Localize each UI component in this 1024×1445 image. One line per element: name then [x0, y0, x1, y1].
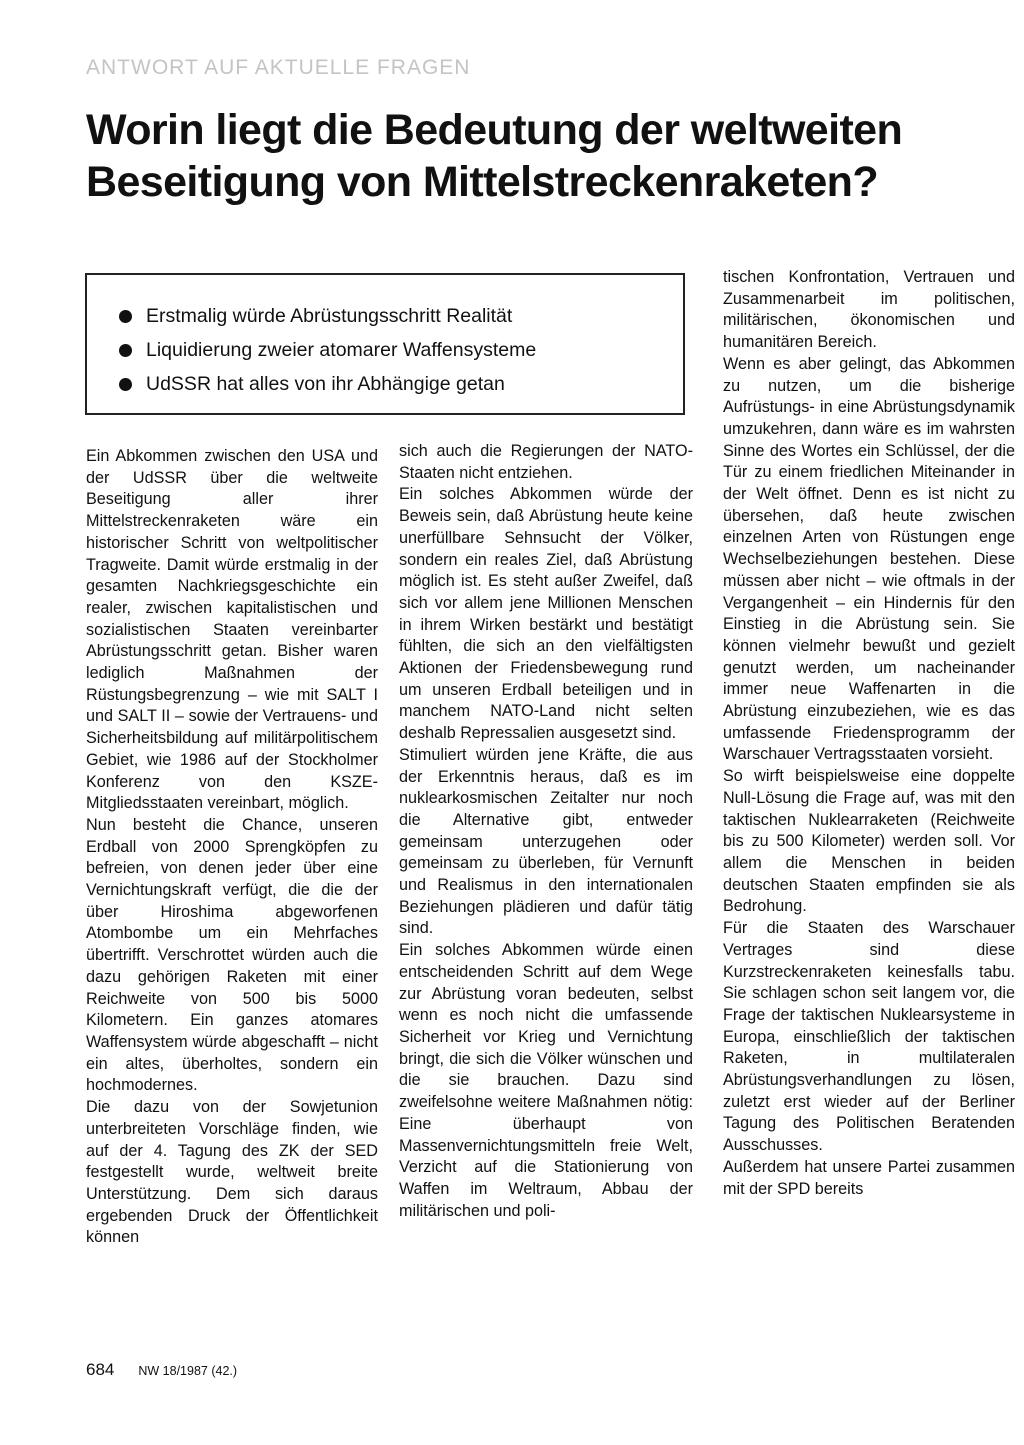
paragraph: Wenn es aber gelingt, das Abkommen zu nutzen, um die bisherige Aufrüstungs- in eine Abrüstungsdynamik umzukehren, dann wäre es im wahrsten Sinne des Wortes ein Schlüssel, der die Tür zu einem friedlichen Miteinander in der Welt öffnet. Denn es ist nicht zu übersehen, daß heute zwischen einzelnen Arten von Rüstungen enge Wechselbeziehungen bestehen. Diese müssen aber nicht – wie oftmals in der Vergangenheit – ein Hindernis für den Einstieg in die Abrüstung sein. Sie können vielmehr bewußt und gezielt genutzt werden, um nacheinander immer neue Waffenarten in die Abrüstung einzubeziehen, wie es das umfassende Friedensprogramm der Warschauer Vertragsstaaten vorsieht.: [723, 354, 1015, 764]
paragraph: Nun besteht die Chance, unseren Erdball von 2000 Sprengköpfen zu befreien, von denen jeder über eine Vernichtungskraft verfügt, die die der über Hiroshima abgeworfenen Atombombe um ein Mehrfaches übertrifft. Verschrottet würden auch die dazu gehörigen Raketen mit einer Reichweite von 500 bis 5000 Kilometern. Ein ganzes atomares Waffensystem würde abgeschafft – nicht ein altes, überholtes, sondern ein hochmodernes.: [86, 815, 378, 1095]
bullet-icon: [119, 344, 132, 357]
headline-line-1: Worin liegt die Bedeutung der weltweiten: [86, 106, 903, 154]
paragraph: Ein Abkommen zwischen den USA und der UdSSR über die weltweite Beseitigung aller ihrer Mittelstreckenraketen wäre ein historischer Schritt von weltpolitischer Tragweite. Damit würde erstmalig in der gesamten Nachkriegsgeschichte ein realer, zwischen kapitalistischen und sozialistischen Staaten vereinbarter Abrüstungsschritt getan. Bisher waren lediglich Maßnahmen der Rüstungsbegrenzung – wie mit SALT I und SALT II – sowie der Vertrauens- und Sicherheitsbildung auf militärpolitischem Gebiet, wie 1986 auf der Stockholmer Konferenz von den KSZE-Mitgliedsstaaten vereinbart, möglich.: [86, 447, 378, 813]
summary-item-text: UdSSR hat alles von ihr Abhängige getan: [146, 373, 505, 395]
summary-item: [119, 367, 536, 401]
text-column-1: [86, 446, 378, 1249]
text-column-2: [399, 441, 693, 1222]
paragraph: So wirft beispielsweise eine doppelte Null-Lösung die Frage auf, was mit den taktischen Nuklearraketen (Reichweite bis zu 500 Kilometer) werden soll. Vor allem die Menschen in beiden deutschen Staaten empfinden sie als Bedrohung.: [723, 767, 1015, 916]
paragraph: Die dazu von der Sowjetunion unterbreiteten Vorschläge finden, wie auf der 4. Tagung des ZK der SED festgestellt wurde, weltweit breite Unterstützung. Dem sich daraus ergebenden Druck der Öffentlichkeit können: [86, 1098, 378, 1247]
article-headline: [86, 104, 966, 208]
paragraph: sich auch die Regierungen der NATO-Staaten nicht entziehen.: [399, 442, 693, 482]
paragraph: Ein solches Abkommen würde der Beweis sein, daß Abrüstung heute keine unerfüllbare Sehnsucht der Völker, sondern ein reales Ziel, daß Abrüstung möglich ist. Es steht außer Zweifel, daß sich vor allem jene Millionen Menschen in ihrem Wirken bestärkt und bestätigt fühlten, die sich an den vielfältigsten Aktionen der Friedensbewegung rund um unseren Erdball beteiligen und in manchem NATO-Land nicht selten deshalb Repressalien ausgesetzt sind.: [399, 485, 693, 743]
paragraph: Außerdem hat unsere Partei zusammen mit der SPD bereits: [723, 1157, 1015, 1198]
headline-line-2: Beseitigung von Mittelstreckenraketen?: [86, 158, 879, 206]
page-footer: [86, 1360, 237, 1380]
bullet-icon: [119, 378, 132, 391]
paragraph: Für die Staaten des Warschauer Vertrages sind diese Kurzstreckenraketen keinesfalls tabu. Sie schlagen schon seit langem vor, die Frage der taktischen Nuklearsysteme in Europa, einschließlich der taktischen Raketen, in multilateralen Abrüstungsverhandlungen zu lösen, zuletzt erst wieder auf der Berliner Tagung des Politischen Beratenden Ausschusses.: [723, 919, 1015, 1155]
summary-item: [119, 299, 536, 333]
summary-box: [85, 273, 685, 415]
page-number: 684: [86, 1360, 115, 1379]
summary-item-text: Liquidierung zweier atomarer Waffensysteme: [146, 339, 537, 361]
issue-reference: NW 18/1987 (42.): [138, 1364, 238, 1378]
summary-item-text: Erstmalig würde Abrüstungsschritt Realität: [146, 305, 513, 327]
section-kicker: ANTWORT AUF AKTUELLE FRAGEN: [86, 56, 471, 79]
paragraph: Ein solches Abkommen würde einen entscheidenden Schritt auf dem Wege zur Abrüstung voran bedeuten, selbst wenn es noch nicht die umfassende Sicherheit vor Krieg und Vernichtung bringt, die sich die Völker wünschen und die sie brauchen. Dazu sind zweifelsohne weitere Maßnahmen nötig: Eine überhaupt von Massenvernichtungsmitteln freie Welt, Verzicht auf die Stationierung von Waffen im Weltraum, Abbau der militärischen und poli-: [399, 941, 693, 1220]
paragraph: tischen Konfrontation, Vertrauen und Zusammenarbeit im politischen, militärischen, ökonomischen und humanitären Bereich.: [723, 268, 1015, 352]
bullet-icon: [119, 310, 132, 323]
summary-item: [119, 333, 536, 367]
paragraph: Stimuliert würden jene Kräfte, die aus der Erkenntnis heraus, daß es im nuklearkosmischen Zeitalter nur noch die Alternative gibt, entweder gemeinsam unterzugehen oder gemeinsam zu überleben, für Vernunft und Realismus in den internationalen Beziehungen plädieren und dafür tätig sind.: [399, 745, 693, 938]
summary-list: [119, 299, 536, 401]
text-column-3: [723, 267, 1015, 1200]
